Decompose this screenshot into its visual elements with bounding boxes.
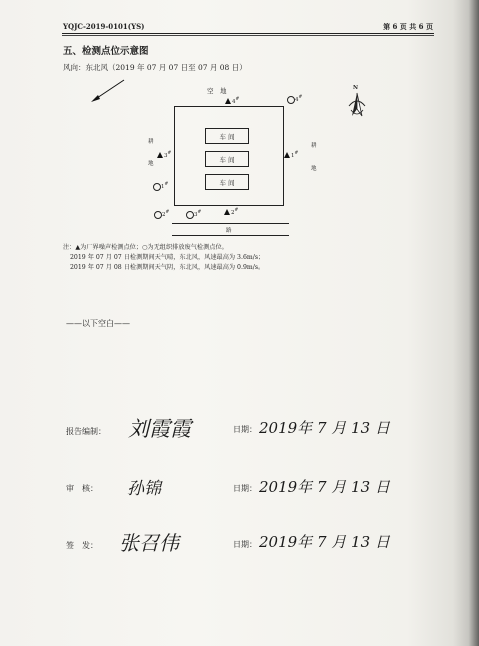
binding-shadow — [453, 0, 479, 646]
gas-point-marker — [287, 96, 295, 104]
issuer-date: 2019年 7 月 13 日 — [259, 533, 390, 551]
gas-point-label: 4# — [295, 95, 303, 103]
noise-point-label: 3# — [164, 151, 172, 159]
weather-note-1: 2019 年 07 月 07 日检测期间天气晴，东北风，风速最高为 3.6m/s； — [70, 254, 265, 261]
wind-arrow-icon — [88, 78, 128, 104]
compass-icon — [346, 92, 368, 118]
header-rule — [62, 33, 434, 34]
noise-point-label: 4# — [232, 97, 240, 105]
reviewer-role: 审 核： — [66, 484, 98, 493]
gas-point-marker — [154, 211, 162, 219]
reviewer-date: 2019年 7 月 13 日 — [259, 478, 390, 496]
gas-point-marker — [153, 183, 161, 191]
right-field-label-2: 地 — [311, 166, 317, 172]
legend-note: 注：▲为厂界噪声检测点位；○为无组织排放废气检测点位。 — [63, 244, 228, 251]
road-line-top — [172, 223, 289, 224]
noise-point-label: 1# — [291, 151, 299, 159]
page-number: 第 6 页 共 6 页 — [383, 22, 433, 31]
issuer-signature: 张召伟 — [119, 531, 179, 555]
reviewer-date-label: 日期： — [233, 484, 257, 493]
wind-direction: 风向：东北风（2019 年 07 月 07 日至 07 月 08 日） — [63, 63, 247, 72]
compiler-date: 2019年 7 月 13 日 — [259, 419, 390, 437]
gas-point-marker — [186, 211, 194, 219]
top-land-label: 空 地 — [207, 87, 227, 95]
workshop-3: 车 间 — [205, 174, 249, 190]
road-label: 路 — [226, 228, 232, 234]
left-field-label-1: 耕 — [148, 139, 154, 145]
section-title: 五、检测点位示意图 — [63, 46, 149, 57]
road-line-bottom — [172, 235, 289, 236]
report-number: YQJC-2019-0101(YS) — [63, 22, 145, 31]
compass-label: N — [353, 85, 359, 91]
blank-below-marker: ——以下空白—— — [66, 319, 130, 328]
gas-point-label: 1# — [161, 182, 169, 190]
header-rule-thin — [62, 35, 434, 36]
reviewer-signature: 孙锦 — [127, 479, 161, 499]
compiler-signature: 刘霞霞 — [128, 417, 191, 441]
noise-point-marker — [225, 98, 231, 104]
noise-point-label: 2# — [231, 208, 239, 216]
workshop-1: 车 间 — [205, 128, 249, 144]
gas-point-label: 3# — [194, 210, 202, 218]
left-field-label-2: 地 — [148, 161, 154, 167]
noise-point-marker — [284, 152, 290, 158]
gas-point-label: 2# — [162, 210, 170, 218]
weather-note-2: 2019 年 07 月 08 日检测期间天气阴，东北风，风速最高为 0.9m/s。 — [70, 264, 265, 271]
issuer-role: 签 发： — [66, 541, 98, 550]
compiler-date-label: 日期： — [233, 425, 257, 434]
compiler-role: 报告编制： — [66, 427, 106, 436]
noise-point-marker — [157, 152, 163, 158]
right-field-label-1: 耕 — [311, 143, 317, 149]
noise-point-marker — [224, 209, 230, 215]
issuer-date-label: 日期： — [233, 540, 257, 549]
workshop-2: 车 间 — [205, 151, 249, 167]
